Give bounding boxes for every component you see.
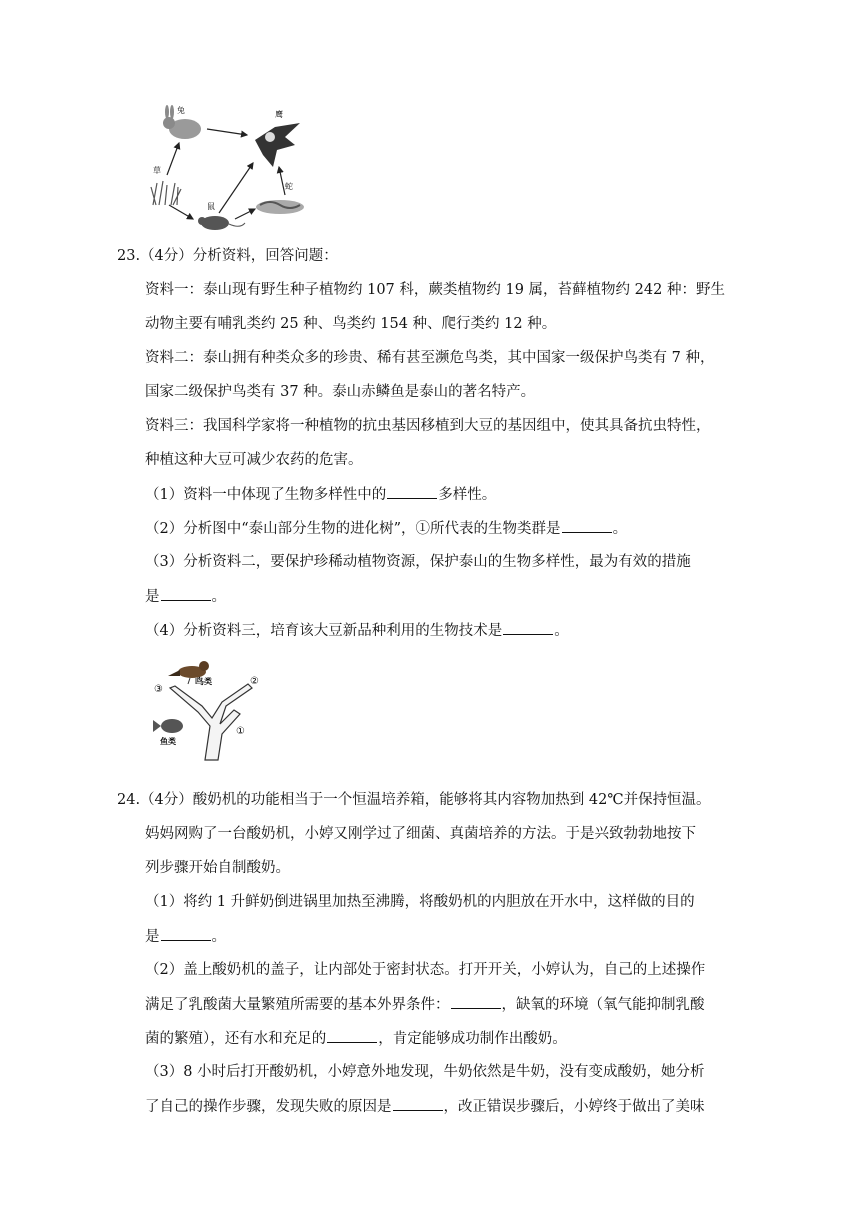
eagle-label: 鹰: [275, 110, 283, 119]
q24-part-2: （2）盖上酸奶机的盖子，让内部处于密封状态。打开开关，小婷认为，自己的上述操作: [145, 962, 706, 978]
snake-label: 蛇: [285, 182, 293, 191]
q24-header: 24.（4分）酸奶机的功能相当于一个恒温培养箱，能够将其内容物加热到 42℃并保持恒温。: [117, 792, 711, 808]
bird-label: 鸟类: [196, 677, 212, 686]
q24-part-2-cont2: 菌的繁殖），还有水和充足的 ，肯定能够成功制作出酸奶。: [145, 1028, 567, 1049]
answer-blank[interactable]: [327, 1028, 377, 1043]
q24-part-1-cont: 是 。: [145, 926, 226, 947]
q23-part-4: （4）分析资料三，培育该大豆新品种利用的生物技术是 。: [145, 620, 569, 641]
answer-blank[interactable]: [387, 484, 437, 499]
q23-material-1-cont: 动物主要有哺乳类约 25 种、鸟类约 154 种、爬行类约 12 种。: [145, 316, 557, 332]
answer-blank[interactable]: [161, 926, 211, 941]
q23-part-3: （3）分析资料二，要保护珍稀动植物资源，保护泰山的生物多样性，最为有效的措施: [145, 554, 691, 570]
snake-icon: [256, 200, 304, 214]
answer-blank[interactable]: [161, 586, 211, 601]
q24-part-3: （3）8 小时后打开酸奶机，小婷意外地发现，牛奶依然是牛奶，没有变成酸奶，她分析: [145, 1064, 705, 1080]
fish-label: 鱼类: [160, 737, 176, 746]
q23-header: 23.（4分）分析资料，回答问题：: [117, 248, 338, 264]
mouse-label: 鼠: [207, 202, 215, 211]
grass-label: 草: [153, 166, 161, 175]
q23-part-3-cont: 是 。: [145, 586, 226, 607]
rabbit-label: 兔: [177, 106, 185, 115]
answer-blank[interactable]: [451, 994, 501, 1009]
q23-material-2: 资料二：泰山拥有种类众多的珍贵、稀有甚至濒危鸟类，其中国家一级保护鸟类有 7 种，: [145, 350, 715, 366]
answer-blank[interactable]: [503, 620, 553, 635]
food-web-figure: [145, 105, 315, 235]
q23-material-3-cont: 种植这种大豆可减少农药的危害。: [145, 452, 363, 468]
q24-part-2-cont: 满足了乳酸菌大量繁殖所需要的基本外界条件： ，缺氧的环境（氧气能抑制乳酸: [145, 994, 705, 1015]
evolution-tree-figure: [150, 650, 270, 765]
eagle-icon: [255, 123, 300, 167]
fish-icon: [153, 719, 183, 733]
grass-icon: [151, 181, 181, 205]
node-1-label: ①: [236, 726, 245, 737]
q24-intro-3: 列步骤开始自制酸奶。: [145, 860, 290, 876]
q23-material-1: 资料一：泰山现有野生种子植物约 107 科，蕨类植物约 19 属，苔藓植物约 242 种：野生: [145, 282, 725, 298]
q23-part-1: （1）资料一中体现了生物多样性中的 多样性。: [145, 484, 496, 505]
q23-material-3: 资料三：我国科学家将一种植物的抗虫基因移植到大豆的基因组中，使其具备抗虫特性，: [145, 418, 711, 434]
q23-material-2-cont: 国家二级保护鸟类有 37 种。泰山赤鳞鱼是泰山的著名特产。: [145, 384, 536, 400]
q24-part-3-cont: 了自己的操作步骤，发现失败的原因是 ，改正错误步骤后，小婷终于做出了美味: [145, 1096, 705, 1117]
q24-part-1: （1）将约 1 升鲜奶倒进锅里加热至沸腾，将酸奶机的内胆放在开水中，这样做的目的: [145, 894, 695, 910]
answer-blank[interactable]: [393, 1096, 443, 1111]
q23-part-2: （2）分析图中“泰山部分生物的进化树”，①所代表的生物类群是 。: [145, 518, 627, 539]
answer-blank[interactable]: [562, 518, 612, 533]
q24-intro-2: 妈妈网购了一台酸奶机，小婷又刚学过了细菌、真菌培养的方法。于是兴致勃勃地按下: [145, 826, 696, 842]
node-2-label: ②: [250, 676, 259, 687]
node-3-label: ③: [154, 684, 163, 695]
